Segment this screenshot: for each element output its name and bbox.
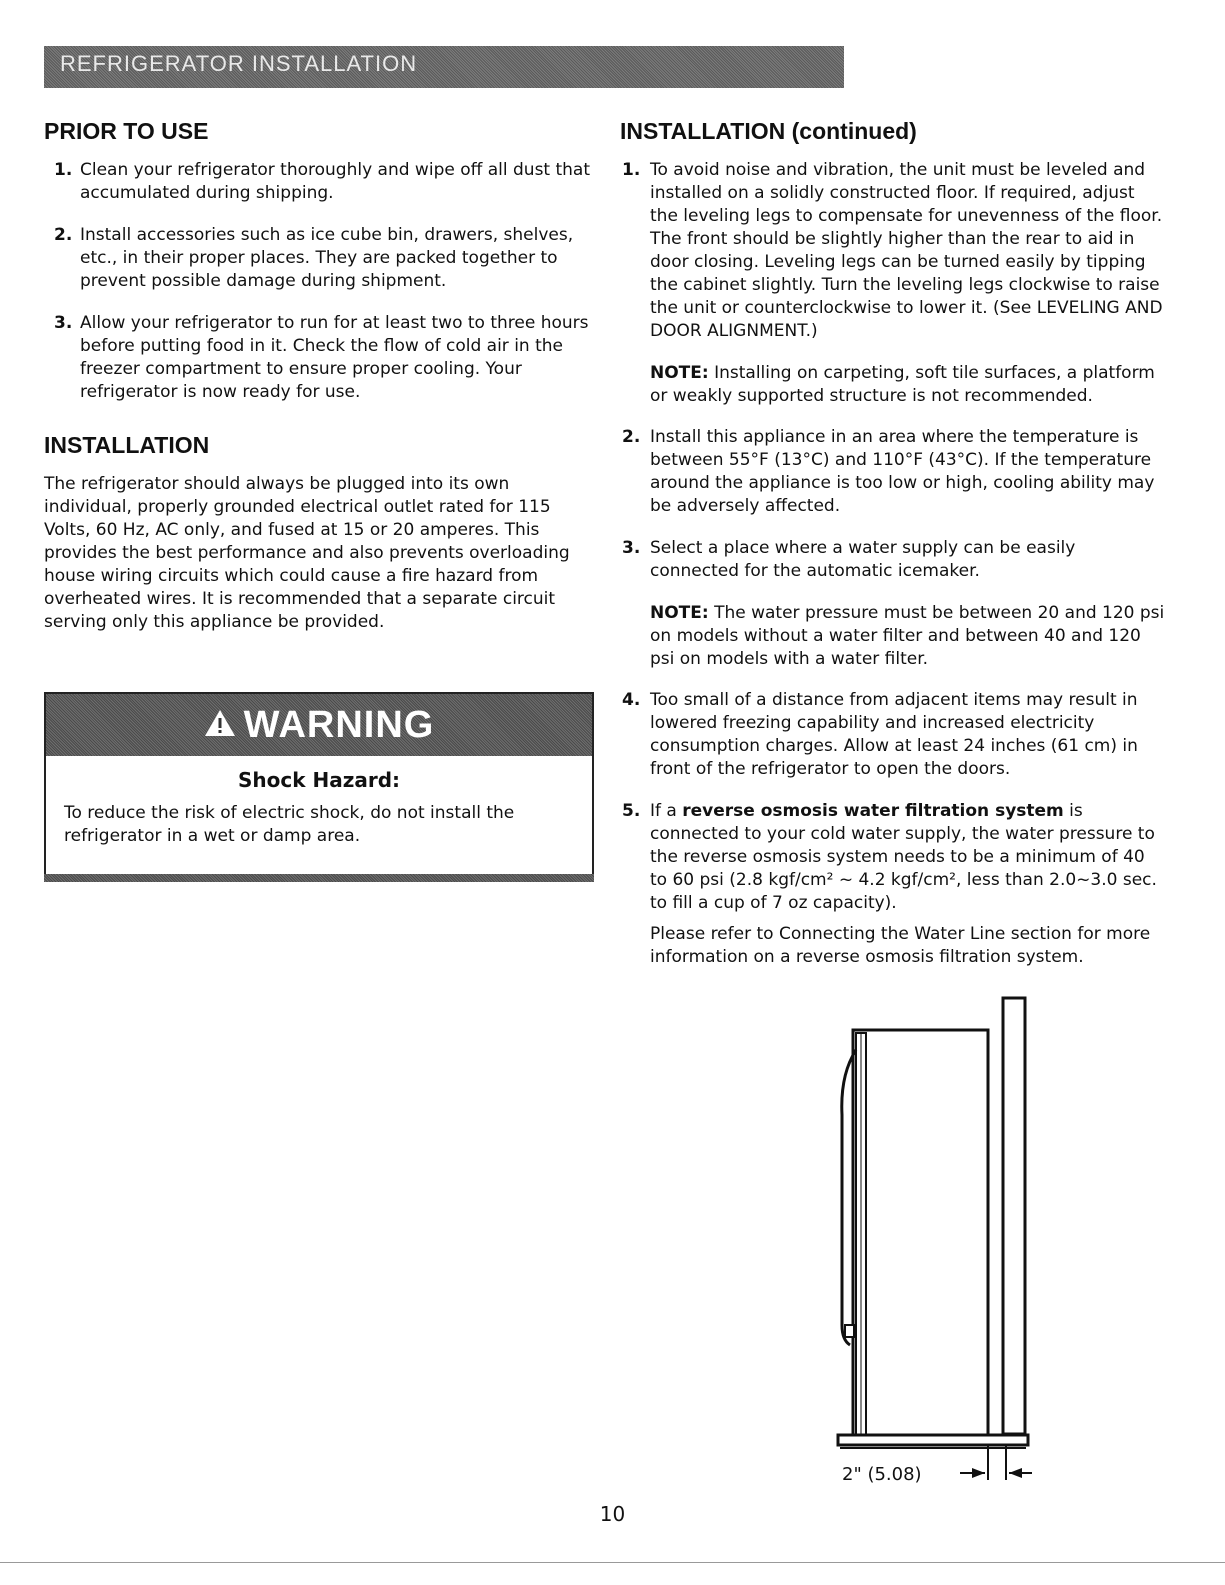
clearance-label: 2" (5.08)	[842, 1464, 922, 1485]
left-column	[44, 118, 594, 658]
warning-subtitle: Shock Hazard:	[237, 768, 401, 792]
item-number: 1.	[54, 160, 73, 180]
floor-base	[838, 1435, 1028, 1445]
item-text: Allow your refrigerator to run for at least two to three hours before putting food in it. Check the flow of cold air in the freezer compartment to ensure proper cooling. Your refrigerator is now ready for use.	[80, 313, 589, 402]
right-column	[620, 118, 1165, 969]
list-item	[620, 426, 1165, 518]
note-text: Installing on carpeting, soft tile surfaces, a platform or weakly supported structure is not recommended.	[650, 363, 1155, 406]
item-text: Install this appliance in an area where the temperature is between 55°F (13°C) and 110°F (43°C). If the temperature around the appliance is too low or high, cooling ability may be adversely affected.	[650, 427, 1155, 516]
warning-box	[44, 692, 594, 876]
list-item	[620, 159, 1165, 343]
list-item	[620, 800, 1165, 915]
warning-header	[46, 694, 592, 756]
warning-triangle-icon	[204, 709, 236, 741]
item-number: 2.	[622, 427, 641, 447]
note-text: The water pressure must be between 20 and 120 psi on models without a water filter and between 40 and 120 psi on models with a water filter.	[650, 603, 1165, 669]
note	[650, 602, 1165, 671]
refrigerator-body	[853, 1030, 988, 1443]
warning-title: WARNING	[243, 703, 435, 746]
note-label: NOTE:	[650, 363, 709, 383]
warning-text: To reduce the risk of electric shock, do not install the refrigerator in a wet or damp area.	[64, 803, 515, 846]
section-banner	[44, 46, 844, 88]
page-number: 10	[599, 1502, 626, 1526]
item-text: Too small of a distance from adjacent items may result in lowered freezing capability and increased electricity consumption charges. Allow at least 24 inches (61 cm) in front of the refrigerator to open the doors.	[650, 690, 1138, 779]
item-bold-term: reverse osmosis water filtration system	[682, 801, 1064, 821]
item-number: 2.	[54, 225, 73, 245]
installation-heading: INSTALLATION	[44, 432, 210, 458]
refer-text: Please refer to Connecting the Water Line section for more information on a reverse osmosis filtration system.	[650, 924, 1151, 967]
item-text: Install accessories such as ice cube bin, drawers, shelves, etc., in their proper places. They are packed together to prevent possible damage during shipment.	[80, 225, 574, 291]
item-text: Select a place where a water supply can be easily connected for the automatic icemaker.	[650, 538, 1076, 581]
item-number: 3.	[54, 313, 73, 333]
item-number: 5.	[622, 801, 641, 821]
installation-continued-heading: INSTALLATION (continued)	[620, 118, 917, 144]
note-label: NOTE:	[650, 603, 709, 623]
list-item	[44, 159, 594, 205]
list-item	[44, 312, 594, 404]
list-item	[620, 537, 1165, 583]
bottom-rule	[0, 1562, 1225, 1563]
item-number: 3.	[622, 538, 641, 558]
warning-bottom-bar	[44, 874, 594, 882]
note	[650, 362, 1165, 408]
wall-shape	[1003, 998, 1025, 1434]
installation-body: The refrigerator should always be plugged into its own individual, properly grounded electrical outlet rated for 115 Volts, 60 Hz, AC only, and fused at 15 or 20 amperes. This provides the best performance and also prevents overloading house wiring circuits which could cause a fire hazard from overheated wires. It is recommended that a separate circuit serving only this appliance be provided.	[44, 474, 570, 632]
prior-to-use-heading: PRIOR TO USE	[44, 118, 209, 144]
item-text: is connected to your cold water supply, the water pressure to the reverse osmosis system needs to be a minimum of 40 to 60 psi (2.8 kgf/cm² ~ 4.2 kgf/cm², less than 2.0~3.0 sec. to fill a cup of 7 oz capacity).	[650, 801, 1157, 913]
item-text: To avoid noise and vibration, the unit must be leveled and installed on a solidly constructed floor. If required, adjust the leveling legs to compensate for unevenness of the floor. The front should be slightly higher than the rear to aid in door closing. Leveling legs can be turned easily by tipping the cabinet slightly. Turn the leveling legs clockwise to raise the unit or counterclockwise to lower it. (See LEVELING AND DOOR ALIGNMENT.)	[650, 160, 1163, 341]
item-prefix: If a	[650, 801, 683, 821]
list-item	[620, 689, 1165, 781]
clearance-diagram	[820, 995, 1050, 1495]
item-number: 1.	[622, 160, 641, 180]
item-number: 4.	[622, 690, 641, 710]
banner-title: REFRIGERATOR INSTALLATION	[60, 51, 418, 76]
list-item	[44, 224, 594, 293]
item-text: Clean your refrigerator thoroughly and wipe off all dust that accumulated during shipping.	[80, 160, 591, 203]
